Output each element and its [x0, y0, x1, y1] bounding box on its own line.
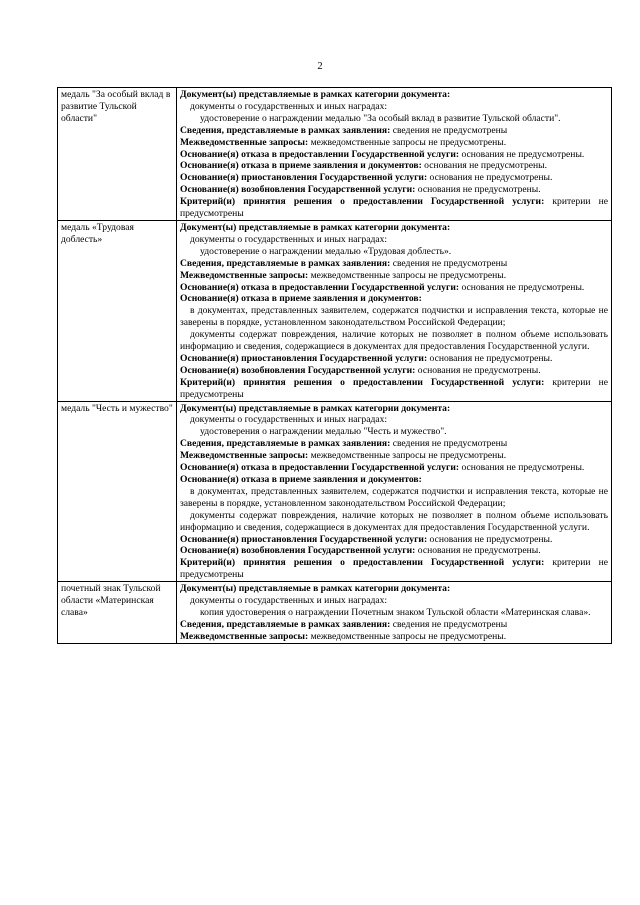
- otkaz-priem-reason: в документах, представленных заявителем, содержатся подчистки и исправления текста, которые не заверены в порядке, установленном законодательством Российской Федерации;: [180, 485, 608, 509]
- docs-group: документы о государственных и иных наградах:: [190, 595, 388, 607]
- mezhved-value: межведомственные запросы не предусмотрены.: [308, 630, 507, 642]
- vozob-label: Основание(я) возобновления Государственной услуги:: [180, 184, 416, 196]
- svedeniya-value: сведения не предусмотрены: [390, 438, 508, 450]
- otkaz-priem-reason: в документах, представленных заявителем, содержатся подчистки и исправления текста, которые не заверены в порядке, установленном законодательством Российской Федерации;: [180, 305, 608, 329]
- award-name: почетный знак Тульской области «Материнская слава»: [58, 582, 177, 644]
- svedeniya-label: Сведения, представляемые в рамках заявления:: [180, 618, 391, 630]
- table-row: [58, 582, 612, 644]
- mezhved-value: межведомственные запросы не предусмотрены.: [308, 450, 507, 462]
- svedeniya-value: сведения не предусмотрены: [390, 618, 508, 630]
- otkaz-pred-label: Основание(я) отказа в предоставлении Государственной услуги:: [180, 281, 460, 293]
- docs-item: удостоверения о награждении медалью "Честь и мужество".: [200, 426, 447, 438]
- award-name: медаль «Трудовая доблесть»: [58, 220, 177, 401]
- vozob-label: Основание(я) возобновления Государственной услуги:: [180, 545, 416, 557]
- priost-value: основания не предусмотрены.: [427, 533, 553, 545]
- table-row: [58, 88, 612, 221]
- award-details: [177, 582, 612, 644]
- docs-header: Документ(ы) представляемые в рамках категории документа:: [180, 583, 451, 595]
- otkaz-priem-value: основания не предусмотрены.: [421, 160, 548, 172]
- svedeniya-label: Сведения, представляемые в рамках заявления:: [180, 124, 391, 136]
- mezhved-value: межведомственные запросы не предусмотрены.: [308, 269, 507, 281]
- svedeniya-value: сведения не предусмотрены: [390, 124, 508, 136]
- awards-table: [57, 87, 612, 644]
- otkaz-pred-value: основания не предусмотрены.: [459, 148, 585, 160]
- kriterii-value: критерии не предусмотрены: [180, 376, 608, 400]
- docs-group: документы о государственных и иных наградах:: [190, 100, 388, 112]
- svedeniya-value: сведения не предусмотрены: [390, 257, 508, 269]
- docs-header: Документ(ы) представляемые в рамках категории документа:: [180, 221, 451, 233]
- award-details: [177, 88, 612, 221]
- page-number: 2: [317, 61, 323, 72]
- mezhved-value: межведомственные запросы не предусмотрены.: [308, 136, 507, 148]
- kriterii-value: критерии не предусмотрены: [180, 196, 608, 220]
- vozob-value: основания не предусмотрены.: [415, 184, 541, 196]
- otkaz-pred-value: основания не предусмотрены.: [459, 462, 585, 474]
- award-name: медаль "Честь и мужество": [58, 401, 177, 582]
- docs-header: Документ(ы) представляемые в рамках категории документа:: [180, 89, 451, 100]
- kriterii-label: Критерий(и) принятия решения о предоставлении Государственной услуги:: [180, 376, 545, 388]
- svedeniya-label: Сведения, представляемые в рамках заявления:: [180, 257, 391, 269]
- priost-label: Основание(я) приостановления Государственной услуги:: [180, 533, 428, 545]
- table-row: [58, 401, 612, 582]
- priost-value: основания не предусмотрены.: [427, 352, 553, 364]
- otkaz-priem-reason: документы содержат повреждения, наличие которых не позволяет в полном объеме использовать информацию и сведения, содержащиеся в документах для предоставления Государственной услуги.: [180, 509, 608, 533]
- vozob-value: основания не предусмотрены.: [415, 364, 541, 376]
- docs-group: документы о государственных и иных наградах:: [190, 414, 388, 426]
- kriterii-label: Критерий(и) принятия решения о предоставлении Государственной услуги:: [180, 196, 545, 208]
- otkaz-pred-value: основания не предусмотрены.: [459, 281, 585, 293]
- kriterii-value: критерии не предусмотрены: [180, 557, 608, 581]
- vozob-label: Основание(я) возобновления Государственной услуги:: [180, 364, 416, 376]
- award-name: медаль "За особый вклад в развитие Тульской области": [58, 88, 177, 221]
- mezhved-label: Межведомственные запросы:: [180, 269, 309, 281]
- priost-label: Основание(я) приостановления Государственной услуги:: [180, 352, 428, 364]
- docs-item: удостоверение о награждении медалью "За особый вклад в развитие Тульской области".: [200, 112, 561, 124]
- priost-label: Основание(я) приостановления Государственной услуги:: [180, 172, 428, 184]
- otkaz-priem-label: Основание(я) отказа в приеме заявления и документов:: [180, 160, 422, 172]
- docs-item: копия удостоверения о награждении Почетным знаком Тульской области «Материнская слава».: [200, 606, 591, 618]
- otkaz-priem-reason: документы содержат повреждения, наличие которых не позволяет в полном объеме использовать информацию и сведения, содержащиеся в документах для предоставления Государственной услуги.: [180, 329, 608, 353]
- otkaz-priem-label: Основание(я) отказа в приеме заявления и документов:: [180, 474, 422, 485]
- award-details: [177, 220, 612, 401]
- award-details: [177, 401, 612, 582]
- mezhved-label: Межведомственные запросы:: [180, 450, 309, 462]
- kriterii-label: Критерий(и) принятия решения о предоставлении Государственной услуги:: [180, 557, 545, 569]
- table-row: [58, 220, 612, 401]
- otkaz-priem-label: Основание(я) отказа в приеме заявления и документов:: [180, 293, 422, 305]
- otkaz-pred-label: Основание(я) отказа в предоставлении Государственной услуги:: [180, 148, 460, 160]
- vozob-value: основания не предусмотрены.: [415, 545, 541, 557]
- otkaz-pred-label: Основание(я) отказа в предоставлении Государственной услуги:: [180, 462, 460, 474]
- docs-header: Документ(ы) представляемые в рамках категории документа:: [180, 402, 451, 414]
- mezhved-label: Межведомственные запросы:: [180, 136, 309, 148]
- priost-value: основания не предусмотрены.: [427, 172, 553, 184]
- docs-item: удостоверение о награждении медалью «Трудовая доблесть».: [200, 245, 452, 257]
- docs-group: документы о государственных и иных наградах:: [190, 233, 388, 245]
- mezhved-label: Межведомственные запросы:: [180, 630, 309, 642]
- svedeniya-label: Сведения, представляемые в рамках заявления:: [180, 438, 391, 450]
